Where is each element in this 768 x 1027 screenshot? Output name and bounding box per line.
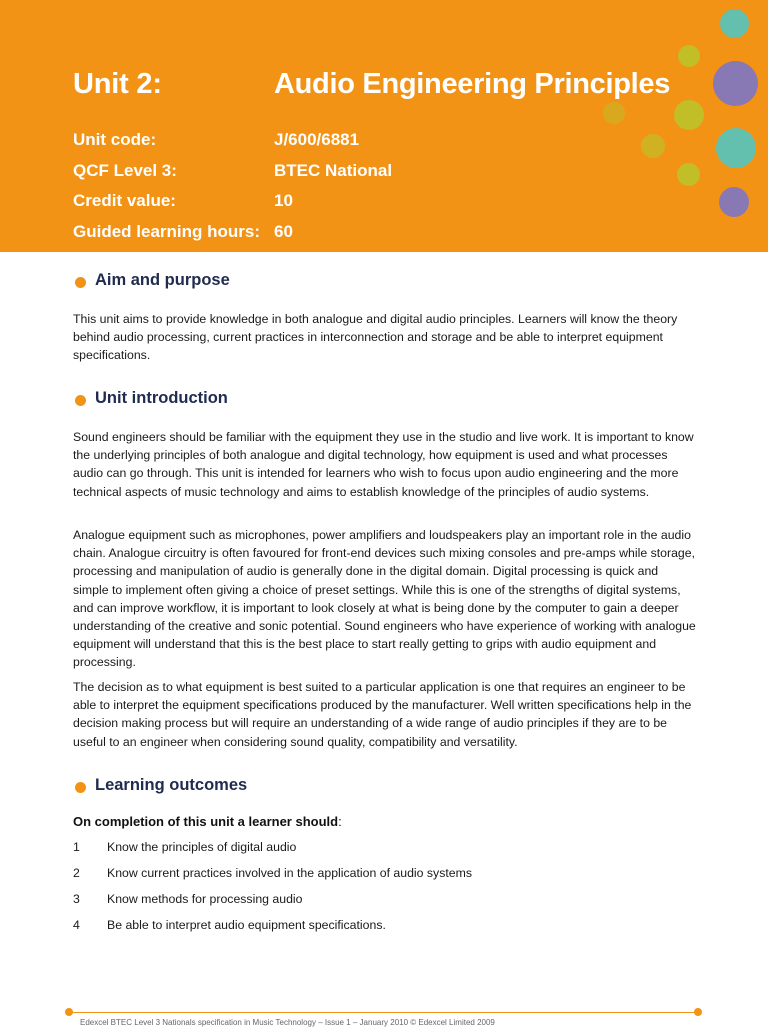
decorative-dot bbox=[720, 9, 749, 38]
decorative-dot bbox=[713, 61, 758, 106]
outcome-text: Know the principles of digital audio bbox=[107, 840, 297, 854]
meta-value: BTEC National bbox=[274, 161, 393, 180]
meta-qcf-level bbox=[73, 161, 393, 181]
outcomes-lead-text: On completion of this unit a learner should bbox=[73, 814, 339, 829]
header-banner bbox=[0, 0, 768, 252]
decorative-dot bbox=[719, 187, 749, 217]
outcome-text: Know methods for processing audio bbox=[107, 892, 303, 906]
meta-label: QCF Level 3: bbox=[73, 161, 177, 180]
section-title: Unit introduction bbox=[95, 389, 228, 407]
outcome-number: 3 bbox=[73, 892, 80, 906]
outcome-item bbox=[73, 866, 472, 880]
footer-text: Edexcel BTEC Level 3 Nationals specification in Music Technology – Issue 1 – January 2010 © Edexcel Limited 2009 bbox=[80, 1018, 495, 1027]
footer-dot-right bbox=[694, 1008, 702, 1016]
meta-value: 10 bbox=[274, 191, 293, 210]
outcomes-lead bbox=[73, 814, 342, 829]
outcome-number: 4 bbox=[73, 918, 80, 932]
introduction-heading bbox=[75, 389, 228, 408]
section-title: Aim and purpose bbox=[95, 271, 230, 289]
decorative-dot bbox=[678, 45, 700, 67]
outcome-number: 2 bbox=[73, 866, 80, 880]
decorative-dot bbox=[603, 102, 625, 124]
bullet-icon bbox=[75, 277, 86, 288]
intro-paragraph-2: Analogue equipment such as microphones, power amplifiers and loudspeakers play an important role in the audio chain. Analogue circuitry is often favoured for front-end devices such mixing consoles and pre-amps while storage, processing and manipulation of audio is generally done in the digital domain. Digital processing is quick and simple to implement often giving a choice of preset settings. While this is one of the strengths of digital systems, and can improve workflow, it is important to look closely at what is being done by the computer to gain a deeper understanding of the creative and sonic potential. Sound engineers who have experience of working with analogue equipment will understand that this is the best place to start really getting to grips with audio equipment and processing. bbox=[73, 528, 696, 670]
unit-title: Audio Engineering Principles bbox=[274, 68, 671, 100]
footer-rule bbox=[69, 1012, 698, 1013]
aim-text: This unit aims to provide knowledge in both analogue and digital audio principles. Learners will know the theory behind audio processing, current practices in interconnection and storage and be able to interpret equipment specifications. bbox=[73, 312, 678, 363]
outcomes-heading bbox=[75, 776, 247, 795]
outcome-item bbox=[73, 840, 296, 854]
meta-label: Guided learning hours: bbox=[73, 222, 261, 241]
bullet-icon bbox=[75, 395, 86, 406]
outcome-item bbox=[73, 918, 386, 932]
intro-paragraph-3: The decision as to what equipment is best suited to a particular application is one that requires an engineer to be able to interpret the equipment specifications produced by the manufacturer. Well written specifications help in the decision making process but will require an understanding of a wide range of audio principles if they are to be useful to an engineer when considering sound quality, compatibility and versatility. bbox=[73, 680, 692, 749]
decorative-dot bbox=[674, 100, 704, 130]
decorative-dot bbox=[641, 134, 665, 158]
outcome-text: Know current practices involved in the application of audio systems bbox=[107, 866, 472, 880]
outcome-item bbox=[73, 892, 303, 906]
meta-value: 60 bbox=[274, 222, 293, 241]
meta-label: Unit code: bbox=[73, 130, 157, 149]
intro-paragraph-1: Sound engineers should be familiar with the equipment they use in the studio and live work. It is important to know the underlying principles of both analogue and digital technology, how equipment is used and what processes audio can go through. This unit is intended for learners who wish to focus upon audio engineering and the more technical aspects of music technology and aims to establish knowledge of the principles of audio systems. bbox=[73, 430, 694, 499]
meta-label: Credit value: bbox=[73, 191, 176, 210]
outcome-number: 1 bbox=[73, 840, 80, 854]
unit-number: Unit 2: bbox=[73, 68, 162, 100]
decorative-dot bbox=[716, 128, 756, 168]
meta-value: J/600/6881 bbox=[274, 130, 360, 149]
bullet-icon bbox=[75, 782, 86, 793]
outcome-text: Be able to interpret audio equipment specifications. bbox=[107, 918, 386, 932]
meta-guided-hours bbox=[73, 222, 293, 242]
section-title: Learning outcomes bbox=[95, 776, 248, 794]
meta-unit-code bbox=[73, 130, 360, 150]
aim-heading bbox=[75, 271, 230, 290]
decorative-dot bbox=[677, 163, 700, 186]
meta-credit-value bbox=[73, 191, 293, 211]
outcomes-lead-colon: : bbox=[338, 814, 342, 829]
